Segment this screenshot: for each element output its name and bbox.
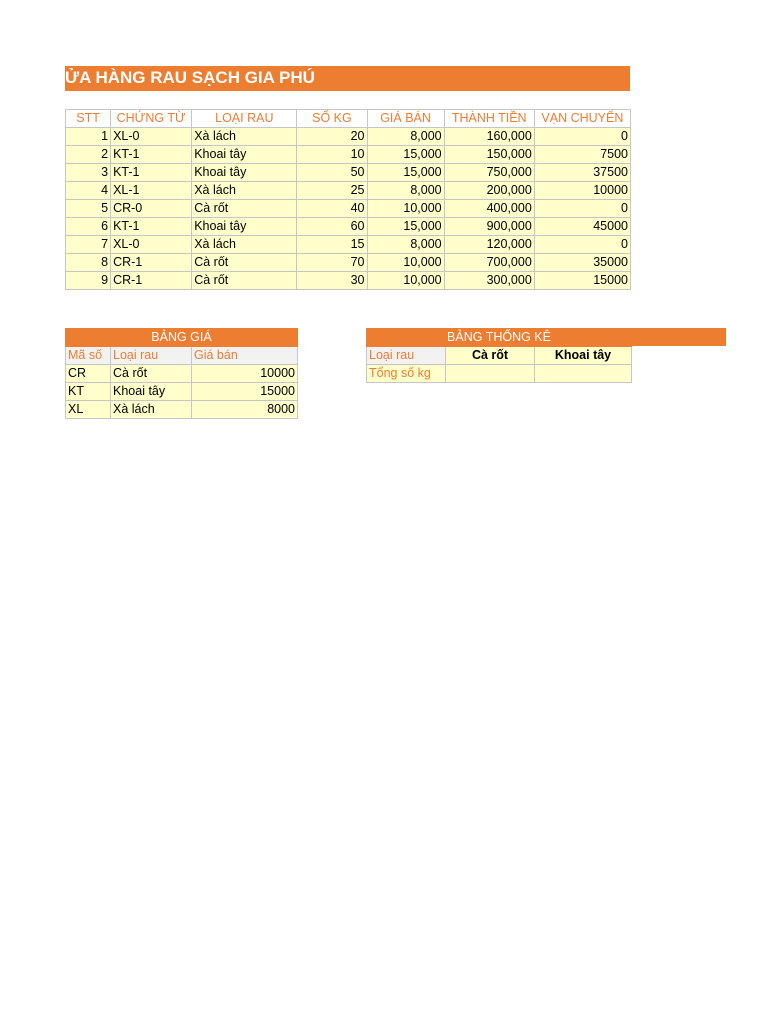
table-row [66,146,631,164]
header-ma-so[interactable]: Mã số [66,347,111,365]
cell-van-chuyen[interactable]: 35000 [534,254,630,272]
stats-value-ca-rot[interactable] [446,365,535,383]
table-row [66,272,631,290]
stats-title-extension [631,328,726,346]
cell-thanh-tien[interactable]: 160,000 [444,128,534,146]
header-thanh-tien[interactable]: THÀNH TIỀN [444,110,534,128]
cell-gia-ban[interactable]: 10000 [192,365,298,383]
cell-loai-rau[interactable]: Xà lách [192,182,297,200]
cell-thanh-tien[interactable]: 900,000 [444,218,534,236]
table-row [66,254,631,272]
table-row [66,164,631,182]
cell-van-chuyen[interactable]: 15000 [534,272,630,290]
cell-van-chuyen[interactable]: 0 [534,128,630,146]
cell-chung-tu[interactable]: KT-1 [111,218,192,236]
cell-ma-so[interactable]: KT [66,383,111,401]
cell-stt[interactable]: 6 [66,218,111,236]
header-chung-tu[interactable]: CHỨNG TỪ [111,110,192,128]
cell-thanh-tien[interactable]: 700,000 [444,254,534,272]
cell-loai-rau[interactable]: Cà rốt [192,254,297,272]
cell-chung-tu[interactable]: XL-1 [111,182,192,200]
cell-van-chuyen[interactable]: 10000 [534,182,630,200]
cell-loai-rau[interactable]: Khoai tây [192,164,297,182]
cell-gia-ban[interactable]: 8000 [192,401,298,419]
stats-value-khoai-tay[interactable] [535,365,632,383]
cell-thanh-tien[interactable]: 300,000 [444,272,534,290]
cell-van-chuyen[interactable]: 0 [534,200,630,218]
cell-gia-ban[interactable]: 8,000 [367,236,444,254]
cell-stt[interactable]: 1 [66,128,111,146]
cell-stt[interactable]: 7 [66,236,111,254]
stats-table-title[interactable]: BẢNG THỐNG KÊ [367,329,632,347]
cell-ma-so[interactable]: CR [66,365,111,383]
sales-table-header [66,110,631,128]
cell-loai-rau[interactable]: Cà rốt [192,272,297,290]
cell-stt[interactable]: 5 [66,200,111,218]
cell-loai-rau[interactable]: Cà rốt [192,200,297,218]
cell-loai-rau[interactable]: Xà lách [111,401,192,419]
cell-stt[interactable]: 3 [66,164,111,182]
table-row [66,128,631,146]
cell-van-chuyen[interactable]: 37500 [534,164,630,182]
stats-label-loai-rau[interactable]: Loại rau [367,347,446,365]
cell-ma-so[interactable]: XL [66,401,111,419]
price-table-header [66,347,298,365]
cell-gia-ban[interactable]: 8,000 [367,128,444,146]
cell-thanh-tien[interactable]: 400,000 [444,200,534,218]
header-loai-rau[interactable]: Loại rau [111,347,192,365]
header-loai-rau[interactable]: LOẠI RAU [192,110,297,128]
cell-stt[interactable]: 2 [66,146,111,164]
cell-gia-ban[interactable]: 10,000 [367,272,444,290]
cell-so-kg[interactable]: 10 [297,146,367,164]
table-row [66,365,298,383]
cell-chung-tu[interactable]: KT-1 [111,164,192,182]
cell-gia-ban[interactable]: 15,000 [367,146,444,164]
cell-so-kg[interactable]: 60 [297,218,367,236]
table-row [66,182,631,200]
stats-col-ca-rot[interactable]: Cà rốt [446,347,535,365]
cell-so-kg[interactable]: 15 [297,236,367,254]
cell-thanh-tien[interactable]: 150,000 [444,146,534,164]
cell-loai-rau[interactable]: Khoai tây [192,218,297,236]
header-gia-ban[interactable]: GIÁ BÁN [367,110,444,128]
cell-thanh-tien[interactable]: 200,000 [444,182,534,200]
cell-chung-tu[interactable]: CR-1 [111,272,192,290]
header-gia-ban[interactable]: Giá bán [192,347,298,365]
cell-chung-tu[interactable]: XL-0 [111,236,192,254]
cell-so-kg[interactable]: 30 [297,272,367,290]
cell-thanh-tien[interactable]: 750,000 [444,164,534,182]
price-table-title[interactable]: BẢNG GIÁ [66,329,298,347]
cell-van-chuyen[interactable]: 7500 [534,146,630,164]
cell-chung-tu[interactable]: CR-1 [111,254,192,272]
cell-stt[interactable]: 4 [66,182,111,200]
stats-col-khoai-tay[interactable]: Khoai tây [535,347,632,365]
cell-van-chuyen[interactable]: 45000 [534,218,630,236]
header-so-kg[interactable]: SỐ KG [297,110,367,128]
cell-so-kg[interactable]: 70 [297,254,367,272]
cell-so-kg[interactable]: 25 [297,182,367,200]
cell-loai-rau[interactable]: Xà lách [192,236,297,254]
cell-loai-rau[interactable]: Khoai tây [111,383,192,401]
sales-table [65,109,631,290]
cell-gia-ban[interactable]: 15,000 [367,218,444,236]
table-row [66,401,298,419]
cell-gia-ban[interactable]: 8,000 [367,182,444,200]
cell-so-kg[interactable]: 20 [297,128,367,146]
price-table [65,328,298,419]
cell-stt[interactable]: 9 [66,272,111,290]
sheet-title-bar[interactable] [65,66,630,91]
table-row [66,200,631,218]
stats-label-tong-so-kg[interactable]: Tổng số kg [367,365,446,383]
cell-so-kg[interactable]: 40 [297,200,367,218]
cell-van-chuyen[interactable]: 0 [534,236,630,254]
header-van-chuyen[interactable]: VẠN CHUYỂN [534,110,630,128]
cell-chung-tu[interactable]: XL-0 [111,128,192,146]
cell-chung-tu[interactable]: CR-0 [111,200,192,218]
sheet-title: ỬA HÀNG RAU SẠCH GIA PHÚ [65,68,315,87]
cell-gia-ban[interactable]: 10,000 [367,254,444,272]
cell-stt[interactable]: 8 [66,254,111,272]
cell-loai-rau[interactable]: Xà lách [192,128,297,146]
header-stt[interactable]: STT [66,110,111,128]
cell-gia-ban[interactable]: 10,000 [367,200,444,218]
cell-gia-ban[interactable]: 15,000 [367,164,444,182]
table-row [66,218,631,236]
cell-loai-rau[interactable]: Cà rốt [111,365,192,383]
table-row [66,236,631,254]
table-row [66,383,298,401]
cell-gia-ban[interactable]: 15000 [192,383,298,401]
stats-table [366,328,632,383]
cell-thanh-tien[interactable]: 120,000 [444,236,534,254]
cell-chung-tu[interactable]: KT-1 [111,146,192,164]
cell-so-kg[interactable]: 50 [297,164,367,182]
cell-loai-rau[interactable]: Khoai tây [192,146,297,164]
